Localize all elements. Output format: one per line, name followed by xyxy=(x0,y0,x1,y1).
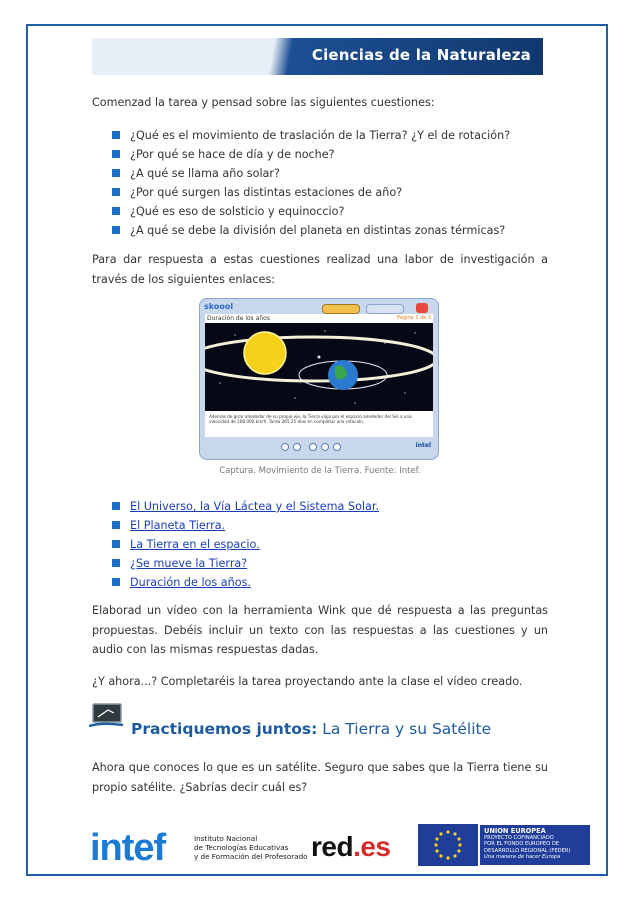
section-title-rest: La Tierra y su Satélite xyxy=(322,720,492,738)
screenshot-toolbar xyxy=(204,302,434,314)
prev-icon xyxy=(309,443,317,451)
next-icon xyxy=(321,443,329,451)
list-item xyxy=(112,554,379,573)
space-illustration xyxy=(205,323,433,411)
eu-flag-icon xyxy=(418,824,478,866)
screenshot-section: Duración de los años xyxy=(207,315,270,322)
list-item: ¿A qué se debe la división del planeta en distintas zonas térmicas? xyxy=(112,221,510,240)
section-title-bold: Practiquemos juntos: xyxy=(131,720,318,738)
intef-line: Instituto Nacional xyxy=(194,834,258,843)
redes-logo xyxy=(311,832,391,862)
screenshot-heading xyxy=(205,314,433,323)
eu-line: PROYECTO COFINANCIADO xyxy=(484,835,554,841)
questions-list xyxy=(112,126,510,240)
list-item: ¿Qué es eso de solsticio y equinoccio? xyxy=(112,202,510,221)
list-item: ¿Qué es el movimiento de traslación de la Tierra? ¿Y el de rotación? xyxy=(112,126,510,145)
satellite-text: Ahora que conoces lo que es un satélite. Seguro que sabes que la Tierra tiene su propio satélite. ¿Sabrías decir cuál es? xyxy=(92,761,548,794)
link-universo[interactable]: El Universo, la Vía Láctea y el Sistema Solar. xyxy=(130,500,380,513)
intef-name xyxy=(194,834,308,861)
link-planeta-tierra[interactable]: El Planeta Tierra. xyxy=(130,519,226,532)
close-icon xyxy=(416,303,428,313)
links-list xyxy=(112,497,379,592)
list-item: ¿Por qué se hace de día y de noche? xyxy=(112,145,510,164)
screenshot-tab xyxy=(366,304,404,314)
earth-movement-screenshot xyxy=(199,298,439,460)
eu-line: UNION EUROPEA xyxy=(484,827,546,835)
moon xyxy=(318,356,321,359)
eu-line: POR EL FONDO EUROPEO DE xyxy=(484,841,560,848)
section-title xyxy=(131,720,491,738)
rewind-icon xyxy=(281,443,289,451)
intef-line: y de Formación del Profesorado xyxy=(194,852,308,861)
redes-main: red xyxy=(311,831,354,862)
screenshot-tab xyxy=(322,304,360,314)
list-item xyxy=(112,573,379,592)
play-icon xyxy=(293,443,301,451)
footer xyxy=(28,820,606,874)
blackboard-icon xyxy=(89,702,125,728)
orbit-graphic xyxy=(205,323,433,411)
list-item xyxy=(112,516,379,535)
skoool-logo: skoool xyxy=(204,302,234,311)
header-title: Ciencias de la Naturaleza xyxy=(311,46,531,64)
header-banner xyxy=(92,38,543,75)
earth-orbit xyxy=(205,337,433,381)
stop-icon xyxy=(333,443,341,451)
video-task-text: Elaborad un vídeo con la herramienta Wink que dé respuesta a las preguntas propuestas. Debéis incluir un texto con las respuestas a las cuestiones y un audio con las mismas respuestas dadas. xyxy=(92,604,548,656)
link-tierra-espacio[interactable]: La Tierra en el espacio. xyxy=(130,538,260,551)
eu-line: Una manera de hacer Europa xyxy=(484,854,561,861)
redes-dot: .es xyxy=(353,831,391,862)
screenshot-controls xyxy=(205,439,433,455)
list-item: ¿Por qué surgen las distintas estaciones de año? xyxy=(112,183,510,202)
link-se-mueve[interactable]: ¿Se mueve la Tierra? xyxy=(130,557,248,570)
image-caption: Captura. Movimiento de la Tierra. Fuente: Intef. xyxy=(219,466,421,476)
list-item xyxy=(112,535,379,554)
intef-line: de Tecnologías Educativas xyxy=(194,843,289,852)
research-text: Para dar respuesta a estas cuestiones realizad una labor de investigación a través de los siguientes enlaces: xyxy=(92,253,548,286)
eu-line: DESARROLLO REGIONAL (FEDER) xyxy=(484,847,571,854)
link-duracion[interactable]: Duración de los años. xyxy=(130,576,251,589)
eu-funding-text xyxy=(480,825,590,865)
screenshot-page: Página 1 de 3 xyxy=(396,315,431,321)
intro-text: Comenzad la tarea y pensad sobre las siguientes cuestiones: xyxy=(92,96,435,109)
closing-text: ¿Y ahora...? Completaréis la tarea proyectando ante la clase el vídeo creado. xyxy=(92,675,523,688)
intef-logo: intef xyxy=(90,827,166,869)
intel-logo: intel xyxy=(415,442,431,449)
list-item xyxy=(112,497,379,516)
screenshot-text: Además de girar alrededor de su propio eje, la Tierra viaja por el espacio alrededor del Sol a una velocidad de 108.000 km/h. Tarda 365.25 días en completar una rotación. xyxy=(205,411,433,437)
list-item: ¿A qué se llama año solar? xyxy=(112,164,510,183)
